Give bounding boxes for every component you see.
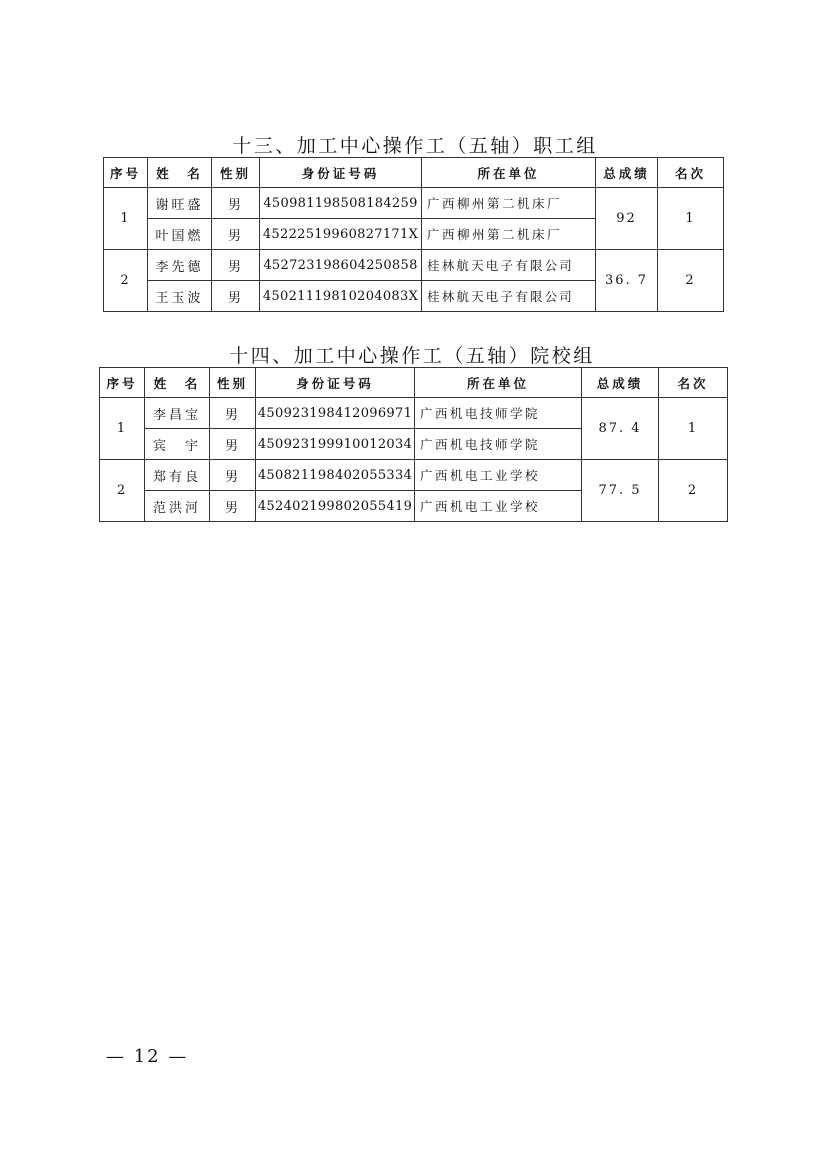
- table-row: [100, 398, 728, 429]
- member-id-number: 452402199802055419: [256, 491, 415, 522]
- member-gender: 男: [210, 491, 256, 522]
- member-id-number: 450981198508184259: [260, 188, 422, 219]
- table-row: [100, 460, 728, 491]
- team-seq: 1: [100, 398, 145, 460]
- member-unit: 桂林航天电子有限公司: [422, 250, 596, 281]
- table-header-row: [104, 158, 724, 188]
- section-title-13: 十三、加工中心操作工（五轴）职工组: [232, 135, 598, 157]
- team-rank: 1: [659, 398, 728, 460]
- table-row: [104, 188, 724, 219]
- member-unit: 广西机电技师学院: [415, 398, 582, 429]
- member-unit: 广西柳州第二机床厂: [422, 219, 596, 250]
- member-unit: 广西机电工业学校: [415, 460, 582, 491]
- member-gender: 男: [210, 429, 256, 460]
- member-name: 宾 宇: [145, 429, 210, 460]
- member-id-number: 45222519960827171X: [260, 219, 422, 250]
- member-name: 李先德: [148, 250, 212, 281]
- header-total-score: 总成绩: [596, 158, 658, 188]
- header-unit: 所在单位: [422, 158, 596, 188]
- header-gender: 性别: [210, 368, 256, 398]
- member-name: 王玉波: [148, 281, 212, 312]
- team-rank: 2: [659, 460, 728, 522]
- member-gender: 男: [212, 188, 260, 219]
- header-rank: 名次: [658, 158, 724, 188]
- member-name: 叶国燃: [148, 219, 212, 250]
- header-seq: 序号: [104, 158, 148, 188]
- member-unit: 广西柳州第二机床厂: [422, 188, 596, 219]
- member-gender: 男: [212, 250, 260, 281]
- header-id-number: 身份证号码: [256, 368, 415, 398]
- team-total-score: 77. 5: [582, 460, 659, 522]
- member-unit: 广西机电工业学校: [415, 491, 582, 522]
- member-gender: 男: [210, 398, 256, 429]
- results-table-college-group: [99, 367, 728, 522]
- header-total-score: 总成绩: [582, 368, 659, 398]
- team-seq: 2: [100, 460, 145, 522]
- header-name: 姓 名: [148, 158, 212, 188]
- member-unit: 桂林航天电子有限公司: [422, 281, 596, 312]
- team-seq: 1: [104, 188, 148, 250]
- member-name: 李昌宝: [145, 398, 210, 429]
- member-name: 郑有良: [145, 460, 210, 491]
- team-total-score: 87. 4: [582, 398, 659, 460]
- section-title-14: 十四、加工中心操作工（五轴）院校组: [229, 345, 595, 367]
- table-header-row: [100, 368, 728, 398]
- header-name: 姓 名: [145, 368, 210, 398]
- member-id-number: 45021119810204083X: [260, 281, 422, 312]
- member-name: 范洪河: [145, 491, 210, 522]
- member-id-number: 450923199910012034: [256, 429, 415, 460]
- member-name: 谢旺盛: [148, 188, 212, 219]
- member-id-number: 452723198604250858: [260, 250, 422, 281]
- header-gender: 性别: [212, 158, 260, 188]
- team-rank: 2: [658, 250, 724, 312]
- team-total-score: 36. 7: [596, 250, 658, 312]
- header-seq: 序号: [100, 368, 145, 398]
- team-seq: 2: [104, 250, 148, 312]
- team-rank: 1: [658, 188, 724, 250]
- team-total-score: 92: [596, 188, 658, 250]
- member-id-number: 450923198412096971: [256, 398, 415, 429]
- page-number: — 12 —: [106, 1046, 189, 1067]
- member-gender: 男: [212, 219, 260, 250]
- member-id-number: 450821198402055334: [256, 460, 415, 491]
- table-row: [104, 250, 724, 281]
- header-rank: 名次: [659, 368, 728, 398]
- member-gender: 男: [210, 460, 256, 491]
- member-gender: 男: [212, 281, 260, 312]
- header-id-number: 身份证号码: [260, 158, 422, 188]
- member-unit: 广西机电技师学院: [415, 429, 582, 460]
- header-unit: 所在单位: [415, 368, 582, 398]
- results-table-staff-group: [103, 157, 724, 312]
